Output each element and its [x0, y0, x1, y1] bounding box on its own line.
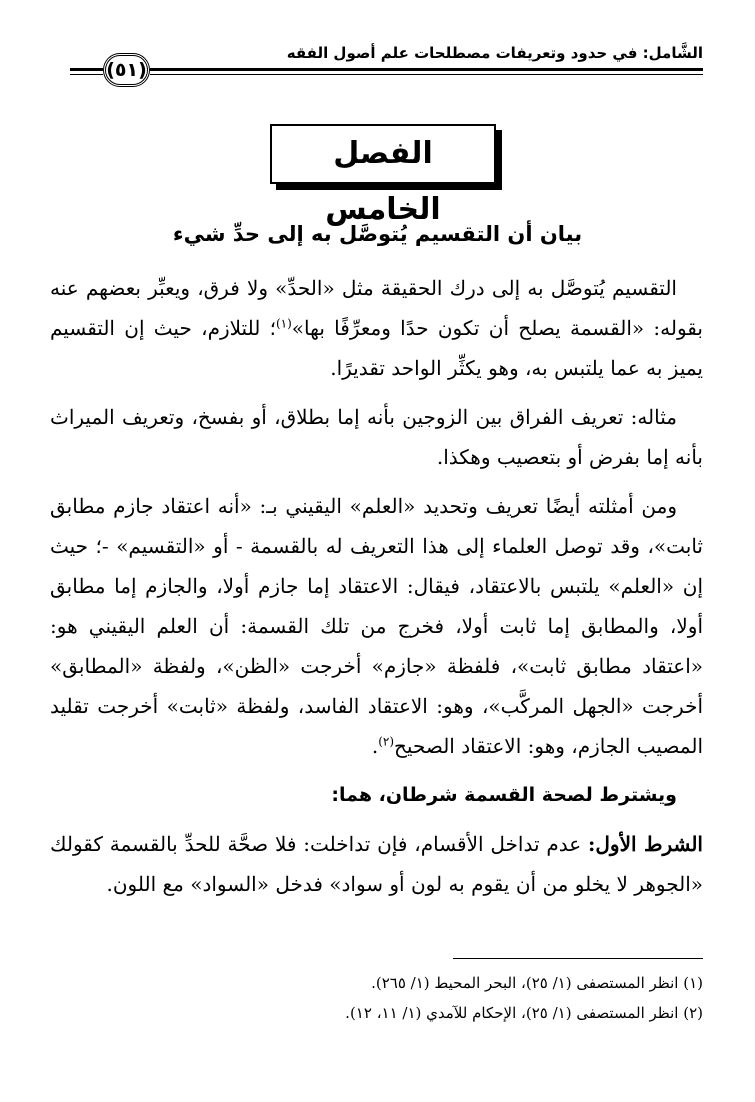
subheading: ويشترط لصحة القسمة شرطان، هما:: [331, 784, 677, 806]
paragraph: [50, 268, 703, 388]
footnote-ref: (١): [275, 316, 292, 331]
footnote: (٢) انظر المستصفى (١/ ٢٥)، الإحكام للآمدي (١/ ١١، ١٢).: [345, 1004, 703, 1022]
header-rule-left-thin: [70, 74, 103, 75]
footnote-ref: (٢): [378, 734, 395, 749]
paragraph: مثاله: تعريف الفراق بين الزوجين بأنه إما بطلاق، أو بفسخ، وتعريف الميراث بأنه إما بفرض أو بتعصيب وهكذا.: [50, 405, 703, 469]
paragraph: [50, 824, 703, 904]
footnotes: [50, 968, 703, 1028]
condition-label: الشرط الأول:: [588, 832, 703, 856]
footnote-rule: [453, 958, 703, 959]
paragraph-text: التقسيم يُتوصَّل به إلى درك الحقيقة مثل «الحدِّ» ولا فرق، ويعبِّر بعضهم عنه بقوله: «القسمة يصلح أن تكون حدًا ومعرِّفًا بها»: [50, 276, 703, 340]
paragraph-text: عدم تداخل الأقسام، فإن تداخلت: فلا صحَّة للحدِّ بالقسمة كقولك «الجوهر لا يخلو من أن يقوم به لون أو سواد» فدخل «السواد» مع اللون.: [50, 832, 703, 896]
footnote: (١) انظر المستصفى (١/ ٢٥)، البحر المحيط (١/ ٢٦٥).: [371, 974, 703, 992]
body-text: [50, 268, 703, 913]
paragraph-text: ومن أمثلته أيضًا تعريف وتحديد «العلم» اليقيني بـ: «أنه اعتقاد جازم مطابق ثابت»، وقد توصل العلماء إلى هذا التعريف له بالقسمة - أو «التقسيم» -؛ حيث إن «العلم» يلتبس بالاعتقاد، فيقال: الاعتقاد إما جازم أولا، والجازم إما مطابق أولا، والمطابق إما ثابت أولا، فخرج من تلك القسمة: أن العلم اليقيني هو: «اعتقاد مطابق ثابت»، فلفظة «جازم» أخرجت «الظن»، ولفظة «المطابق» أخرجت «الجهل المركَّب»، وهو: الاعتقاد الفاسد، ولفظة «ثابت» أخرجت تقليد المصيب الجازم، وهو: الاعتقاد الصحيح: [50, 494, 703, 758]
running-title: الشَّامل: في حدود وتعريفات مصطلحات علم أصول الفقه: [286, 44, 703, 62]
header-rule-thick: [150, 68, 703, 71]
chapter-title: الفصل الخامس: [270, 124, 496, 184]
section-heading: بيان أن التقسيم يُتوصَّل به إلى حدِّ شيء: [172, 222, 583, 246]
paragraph-text: ؛ للتلازم، حيث إن التقسيم يميز به عما يلتبس به، وهو يكثِّر الواحد تقديرًا.: [50, 316, 703, 380]
paragraph: ومن أمثلته أيضًا تعريف وتحديد «العلم» اليقيني بـ: «أنه اعتقاد جازم مطابق ثابت»، وقد توصل العلماء إلى هذا التعريف له بالقسمة - أو «التقسيم» -؛ حيث إن «العلم» يلتبس بالاعتقاد، فيقال: الاعتقاد إما جازم أولا، والجازم إما مطابق أولا، والمطابق إما ثابت أولا، فخرج من تلك القسمة: أن العلم اليقيني هو: «اعتقاد مطابق ثابت»، فلفظة «جازم» أخرجت «الظن»، ولفظة «المطابق» أخرجت «الجهل المركَّب»، وهو: الاعتقاد الفاسد، ولفظة «ثابت» أخرجت تقليد المصيب الجازم، وهو: الاعتقاد الصحيح$^{(٢)}$.: [50, 494, 703, 758]
header-rule-left-thick: [70, 68, 103, 71]
page-number: (٥١): [103, 53, 150, 87]
header-rule-thin: [150, 74, 703, 75]
